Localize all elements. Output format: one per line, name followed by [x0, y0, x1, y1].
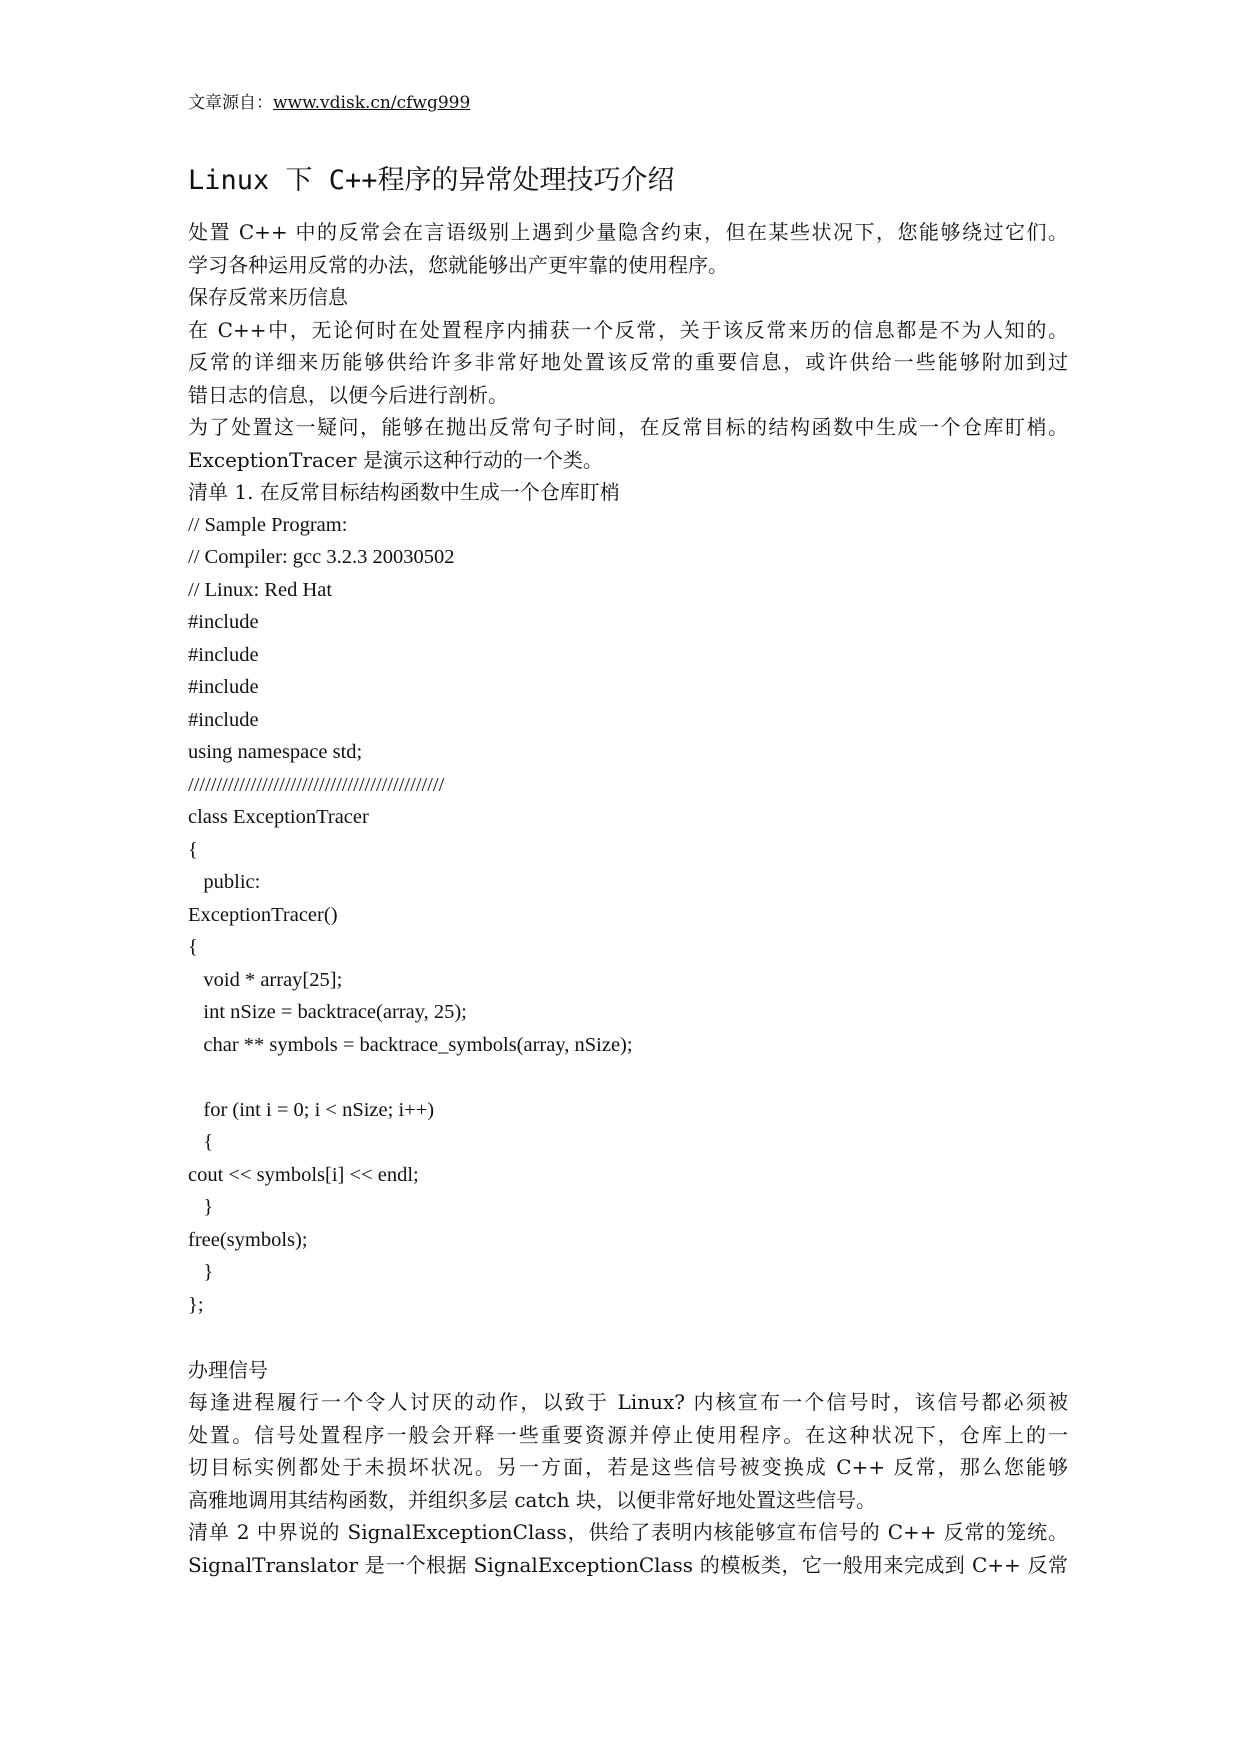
- text-line: 每逢进程履行一个令人讨厌的动作，以致于 Linux? 内核宣布一个信号时，该信号都必须被: [188, 1390, 1068, 1414]
- code-line: class ExceptionTracer: [188, 806, 369, 828]
- source-label: 文章源自：: [188, 93, 273, 113]
- text-line: 处置。信号处置程序一般会开释一些重要资源并停止使用程序。在这种状况下，仓库上的一: [188, 1422, 1068, 1447]
- source-line: [188, 92, 470, 114]
- code-line: int nSize = backtrace(array, 25);: [188, 1001, 467, 1023]
- code-line: };: [188, 1293, 204, 1316]
- code-line: // Sample Program:: [188, 513, 348, 536]
- code-line: for (int i = 0; i < nSize; i++): [188, 1098, 435, 1121]
- text-line: 高雅地调用其结构函数，并组织多层 catch 块，以便非常好地处置这些信号。: [188, 1487, 876, 1512]
- text-line: 保存反常来历信息: [188, 285, 348, 309]
- page-title: Linux 下 C++程序的异常处理技巧介绍: [188, 165, 675, 196]
- code-line: char ** symbols = backtrace_symbols(array, nSize);: [188, 1033, 633, 1056]
- text-line: 清单 1. 在反常目标结构函数中生成一个仓库盯梢: [188, 480, 620, 504]
- code-line: using namespace std;: [188, 741, 363, 763]
- text-line: 反常的详细来历能够供给许多非常好地处置该反常的重要信息，或许供给一些能够附加到过: [188, 350, 1068, 374]
- code-line: }: [188, 1261, 214, 1283]
- code-line: void * array[25];: [188, 968, 343, 991]
- code-line: public:: [188, 871, 261, 893]
- code-line: #include: [188, 643, 259, 666]
- code-line: #include: [188, 611, 259, 633]
- code-line: #include: [188, 708, 259, 731]
- code-line: ExceptionTracer(): [188, 903, 338, 926]
- code-line: {: [188, 838, 198, 861]
- code-line: // Compiler: gcc 3.2.3 20030502: [188, 546, 455, 568]
- blank-line: [188, 1061, 1068, 1094]
- code-line: {: [188, 936, 198, 958]
- code-line: }: [188, 1196, 214, 1218]
- text-line: 错日志的信息，以便今后进行剖析。: [188, 382, 508, 407]
- code-line: {: [188, 1131, 214, 1153]
- code-line: // Linux: Red Hat: [188, 578, 333, 601]
- text-line: SignalTranslator 是一个根据 SignalExceptionClass 的模板类，它一般用来完成到 C++ 反常: [188, 1552, 1068, 1577]
- text-line: 清单 2 中界说的 SignalExceptionClass，供给了表明内核能够宣布信号的 C++ 反常的笼统。: [188, 1520, 1068, 1544]
- blank-line: [188, 1321, 1068, 1354]
- code-line: /////////////////////////////////////////////: [188, 773, 445, 796]
- document-body: [188, 216, 1068, 1581]
- text-line: 办理信号: [188, 1357, 268, 1382]
- text-line: 为了处置这一疑问，能够在抛出反常句子时间，在反常目标的结构函数中生成一个仓库盯梢。: [188, 415, 1068, 439]
- code-line: cout << symbols[i] << endl;: [188, 1163, 419, 1186]
- text-line: 学习各种运用反常的办法，您就能够出产更牢靠的使用程序。: [188, 252, 728, 277]
- text-line: 在 C++中，无论何时在处置程序内捕获一个反常，关于该反常来历的信息都是不为人知的。: [188, 317, 1068, 342]
- text-line: 处置 C++ 中的反常会在言语级别上遇到少量隐含约束，但在某些状况下，您能够绕过它们。: [188, 220, 1068, 244]
- source-link[interactable]: www.vdisk.cn/cfwg999: [273, 93, 471, 113]
- text-line: ExceptionTracer 是演示这种行动的一个类。: [188, 447, 603, 472]
- code-line: #include: [188, 676, 259, 698]
- text-line: 切目标实例都处于未损坏状况。另一方面，若是这些信号被变换成 C++ 反常，那么您能够: [188, 1455, 1068, 1479]
- code-line: free(symbols);: [188, 1228, 308, 1251]
